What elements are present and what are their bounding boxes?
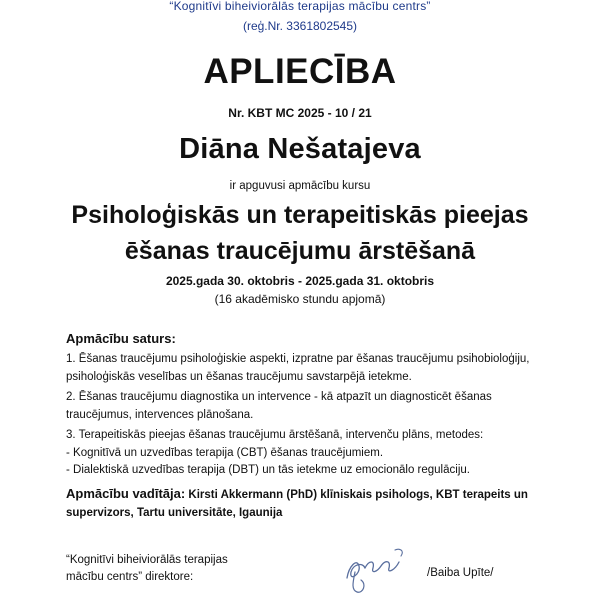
course-title-line-1: Psiholoģiskās un terapeitiskās pieejas (71, 201, 529, 229)
recipient-name: Diāna Nešatajeva (179, 133, 421, 165)
lecturer-details-1: Kirsti Akkermann (PhD) klīniskais psihologs, KBT terapeits un (188, 489, 528, 501)
content-item-3-line-2: - Kognitīvā un uzvedības terapija (CBT) ēšanas traucējumiem. (66, 446, 384, 459)
lecturer-label: Apmācību vadītāja: (66, 486, 186, 501)
organization-name: “Kognitīvi biheiviorālās terapijas mācību centrs” (169, 0, 431, 13)
content-item-1-line-1: 1. Ēšanas traucējumu psiholoģiskie aspekti, izpratne par ēšanas traucējumu psihobioloģiju, (66, 353, 530, 365)
signatory-organization (66, 552, 266, 586)
content-item-3-line-3: - Dialektiskā uzvedības terapija (DBT) un tās ietekme uz emocionālo regulāciju. (66, 464, 470, 476)
content-item-2-line-2: traucējumus, intervences plānošana. (66, 408, 254, 421)
certificate-number: Nr. KBT MC 2025 - 10 / 21 (228, 106, 372, 120)
lecturer-details-2: supervizors, Tartu universitāte, Igaunija (66, 507, 283, 519)
course-hours: (16 akadēmisko stundu apjomā) (214, 292, 386, 306)
content-item-1-line-2: psiholoģiskās veselības un ēšanas traucējumu savstarpējā ietekme. (66, 370, 412, 383)
certificate-title: APLIECĪBA (203, 52, 397, 91)
lecturer-line-1 (66, 485, 536, 504)
course-title-line-2: ēšanas traucējumu ārstēšanā (124, 237, 476, 265)
content-item-2-line-1: 2. Ēšanas traucējumu diagnostika un intervence - kā atpazīt un diagnosticēt ēšanas (66, 391, 492, 403)
signatory-name: /Baiba Upīte/ (427, 567, 494, 579)
signatory-org-line-2: mācību centrs” direktore: (66, 571, 194, 583)
handwritten-signature (335, 536, 420, 596)
content-item-3-line-1: 3. Terapeitiskās pieejas ēšanas traucējumu ārstēšanā, intervenču plāns, metodes: (66, 429, 484, 441)
content-heading: Apmācību saturs: (66, 331, 176, 346)
content-item-2 (66, 389, 536, 424)
completion-text: ir apguvusi apmācību kursu (229, 180, 371, 192)
organization-reg-number: (reģ.Nr. 3361802545) (242, 19, 358, 33)
content-item-3 (66, 427, 536, 480)
course-dates: 2025.gada 30. oktobris - 2025.gada 31. oktobris (165, 274, 435, 288)
lecturer-block (66, 485, 536, 522)
signatory-org-line-1: “Kognitīvi biheiviorālās terapijas (66, 554, 228, 566)
content-item-1 (66, 351, 536, 386)
